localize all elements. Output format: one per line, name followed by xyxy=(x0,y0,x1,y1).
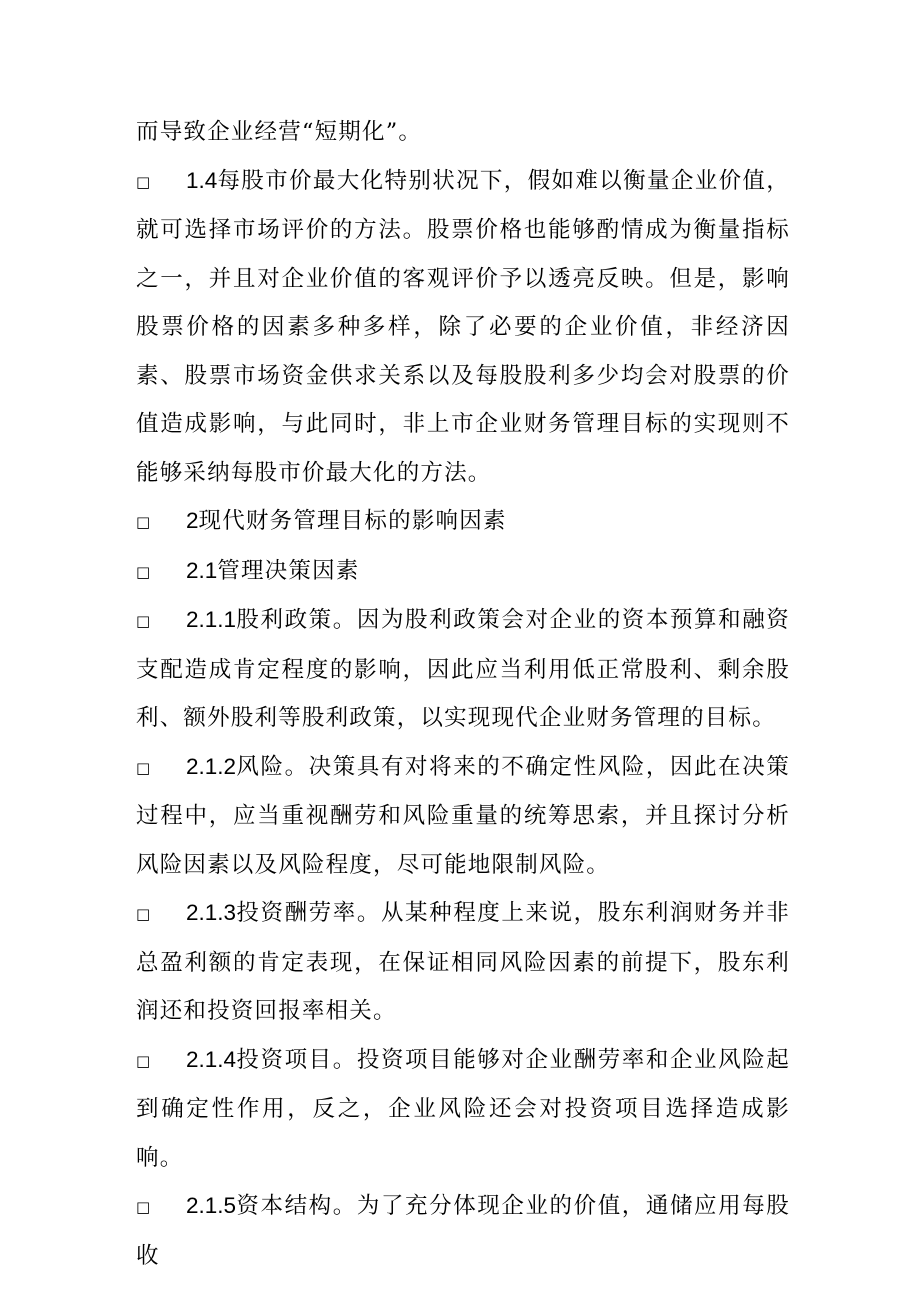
paragraph-2-1-5 xyxy=(136,1182,790,1280)
document-body xyxy=(136,108,790,1280)
checkbox-bullet-icon: □ xyxy=(136,905,152,923)
paragraph-text: 投资酬劳率。从某种程度上来说，股东利润财务并非总盈利额的肯定表现，在保证相同风险因素的前提下，股东利润还和投资回报率相关。 xyxy=(136,900,790,1024)
section-number: 1.4 xyxy=(186,167,218,193)
paragraph-continuation xyxy=(136,108,790,157)
paragraph-text: 每股市价最大化特别状况下，假如难以衡量企业价值，就可选择市场评价的方法。股票价格也能够酌情成为衡量指标之一，并且对企业价值的客观评价予以透亮反映。但是，影响股票价格的因素多种多样，除了必要的企业价值，非经济因素、股票市场资金供求关系以及每股股利多少均会对股票的价值造成影响，与此同时，非上市企业财务管理目标的实现则不能够采纳每股市价最大化的方法。 xyxy=(136,167,790,486)
paragraph-text: 而导致企业经营“短期化”。 xyxy=(136,119,423,145)
paragraph-1-4 xyxy=(136,157,790,498)
section-number: 2.1.2 xyxy=(186,753,237,779)
checkbox-bullet-icon: □ xyxy=(136,513,152,531)
heading-text: 管理决策因素 xyxy=(217,557,360,584)
paragraph-2-1-1 xyxy=(136,596,790,743)
checkbox-bullet-icon: □ xyxy=(136,172,152,191)
section-number: 2 xyxy=(186,508,199,533)
heading-text: 现代财务管理目标的影响因素 xyxy=(198,508,507,534)
heading-2 xyxy=(136,497,790,547)
paragraph-text: 资本结构。为了充分体现企业的价值，通储应用每股收 xyxy=(136,1193,790,1269)
checkbox-bullet-icon: □ xyxy=(136,1051,152,1070)
paragraph-text: 股利政策。因为股利政策会对企业的资本预算和融资支配造成肯定程度的影响，因此应当利用低正常股利、剩余股利、额外股利等股利政策，以实现现代企业财务管理的目标。 xyxy=(136,607,790,731)
checkbox-bullet-icon: □ xyxy=(136,562,152,581)
paragraph-2-1-4 xyxy=(136,1036,790,1183)
checkbox-bullet-icon: □ xyxy=(136,758,152,777)
paragraph-2-1-3 xyxy=(136,889,790,1036)
paragraph-2-1-2 xyxy=(136,743,790,890)
section-number: 2.1 xyxy=(186,557,218,583)
checkbox-bullet-icon: □ xyxy=(136,612,152,630)
heading-2-1 xyxy=(136,547,790,597)
section-number: 2.1.5 xyxy=(186,1193,237,1218)
paragraph-text: 风险。决策具有对将来的不确定性风险，因此在决策过程中，应当重视酬劳和风险重量的统筹思索，并且探讨分析风险因素以及风险程度，尽可能地限制风险。 xyxy=(136,753,790,878)
section-number: 2.1.4 xyxy=(186,1046,237,1072)
section-number: 2.1.1 xyxy=(186,607,237,632)
section-number: 2.1.3 xyxy=(186,900,237,925)
paragraph-text: 投资项目。投资项目能够对企业酬劳率和企业风险起到确定性作用，反之，企业风险还会对投资项目选择造成影响。 xyxy=(136,1046,790,1171)
checkbox-bullet-icon: □ xyxy=(136,1198,152,1216)
